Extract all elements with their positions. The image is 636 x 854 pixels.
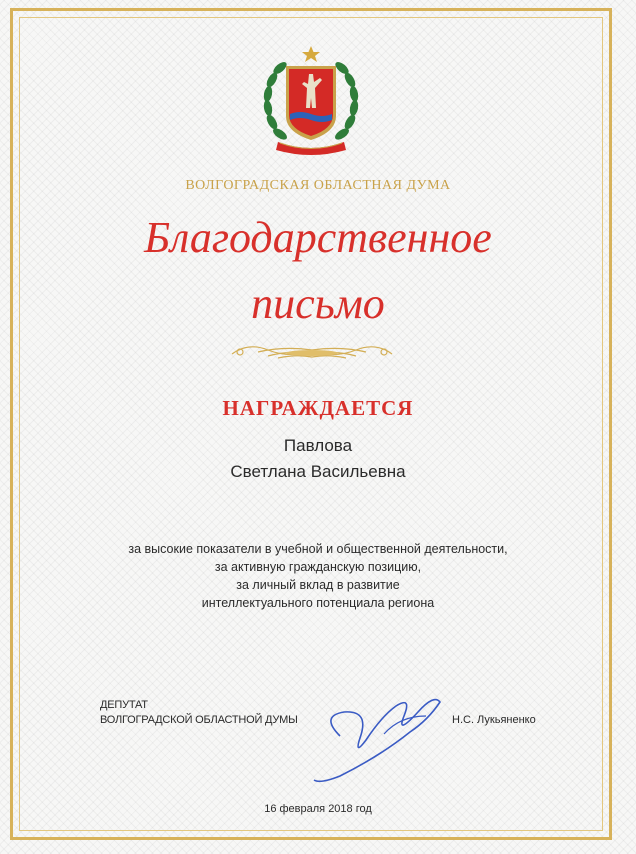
signatory-name: Н.С. Лукьяненко: [452, 714, 536, 726]
reason-line: интеллектуального потенциала региона: [201, 596, 435, 610]
issue-date: 16 февраля 2018 год: [264, 803, 372, 815]
organization-name: ВОЛГОГРАДСКАЯ ОБЛАСТНАЯ ДУМА: [185, 178, 451, 193]
recipient-given-names: Светлана Васильевна: [230, 462, 406, 481]
title-line-2: письмо: [251, 279, 385, 328]
signatory-position-line-2: ВОЛГОГРАДСКОЙ ОБЛАСТНОЙ ДУМЫ: [100, 714, 298, 726]
signatory-position-line-1: ДЕПУТАТ: [100, 699, 148, 711]
volgograd-coat-of-arms-emblem: [256, 42, 366, 158]
reason-line: за активную гражданскую позицию,: [214, 560, 422, 574]
gold-flourish-ornament: [228, 338, 396, 368]
handwritten-signature: [300, 676, 470, 786]
awarded-heading: НАГРАЖДАЕТСЯ: [222, 396, 414, 420]
recipient-surname: Павлова: [283, 436, 353, 455]
signatory-position: [100, 698, 298, 728]
title-line-1: Благодарственное: [144, 213, 492, 262]
award-reason: [0, 540, 636, 612]
reason-line: за высокие показатели в учебной и общественной деятельности,: [128, 542, 508, 556]
reason-line: за личный вклад в развитие: [236, 578, 400, 592]
